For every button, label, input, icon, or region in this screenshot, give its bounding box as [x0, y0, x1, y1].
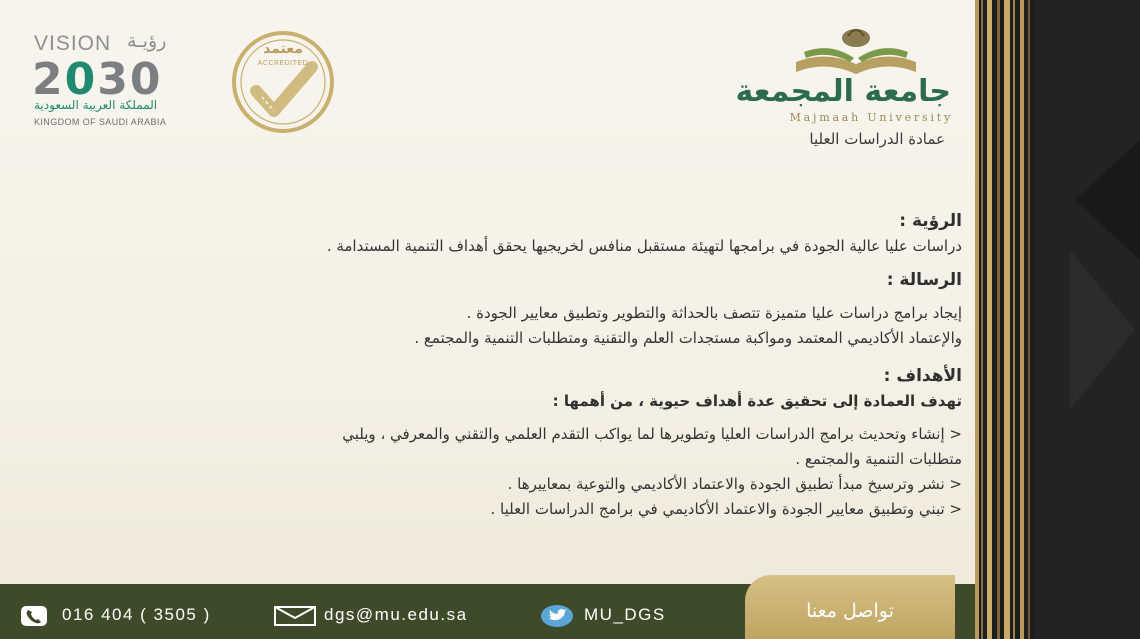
decorative-side-panel [975, 0, 1140, 639]
deanship-title: عمادة الدراسات العليا [809, 130, 945, 148]
accredited-seal [226, 31, 344, 135]
twitter-contact[interactable] [540, 600, 710, 630]
phone-contact[interactable] [20, 600, 260, 630]
vision-year: 2030 [32, 54, 163, 105]
vision-word-ar: رؤيـة [127, 30, 167, 52]
email-address: dgs@mu.edu.sa [324, 605, 468, 624]
contact-us-tab [745, 575, 955, 639]
phone-number: 016 404 ( 3505 ) [62, 605, 211, 624]
kingdom-name-ar: المملكة العربية السعودية [34, 98, 158, 112]
university-name-en: Majmaah University [789, 111, 953, 124]
mission-line: إيجاد برامج دراسات عليا متميزة تتصف بالحداثة والتطوير وتطبيق معايير الجودة . [466, 304, 962, 322]
email-contact[interactable] [274, 600, 524, 630]
mission-line: والإعتماد الأكاديمي المعتمد ومواكبة مستجدات العلم والتقنية ومتطلبات التنمية والمجتمع . [414, 329, 962, 347]
goals-heading: الأهداف : [883, 366, 962, 386]
accredited-label-en: ACCREDITED [257, 60, 309, 67]
phone-icon [20, 605, 50, 627]
kingdom-name-en: KINGDOM OF SAUDI ARABIA [34, 117, 167, 127]
contact-us-label: تواصل معنا [806, 600, 894, 622]
book-logo-icon [726, 22, 961, 82]
twitter-icon [540, 603, 576, 629]
twitter-handle: MU_DGS [584, 605, 666, 624]
vision-word: VISION [34, 32, 112, 55]
goal-line: < تبني وتطبيق معايير الجودة والاعتماد الأكاديمي في برامج الدراسات العليا . [490, 500, 962, 518]
vision-text: دراسات عليا عالية الجودة في برامجها لتهيئة مستقبل منافس لخريجيها يحقق أهداف التنمية المستدامة . [326, 237, 962, 255]
accredited-check-icon [256, 67, 312, 111]
university-logo [726, 22, 961, 162]
goal-line: < نشر وترسيخ مبدأ تطبيق الجودة والاعتماد الأكاديمي والتوعية بمعاييرها . [507, 475, 962, 493]
vision-heading: الرؤية : [899, 211, 962, 231]
goal-line: متطلبات التنمية والمجتمع . [795, 450, 962, 468]
goal-line: < إنشاء وتحديث برامج الدراسات العليا وتطويرها لما يواكب التقدم العلمي والتقني والمعرفي ، ويلبي [342, 425, 962, 443]
university-name-ar: جامعة المجمعة [735, 74, 951, 109]
email-icon [274, 605, 318, 627]
main-content [14, 208, 962, 522]
goals-intro: تهدف العمادة إلى تحقيق عدة أهداف حيوية ، من أهمها : [552, 392, 962, 410]
accredited-label-ar: معتمد [263, 41, 303, 57]
vision-2030-logo [28, 28, 208, 132]
mission-heading: الرسالة : [886, 270, 962, 290]
